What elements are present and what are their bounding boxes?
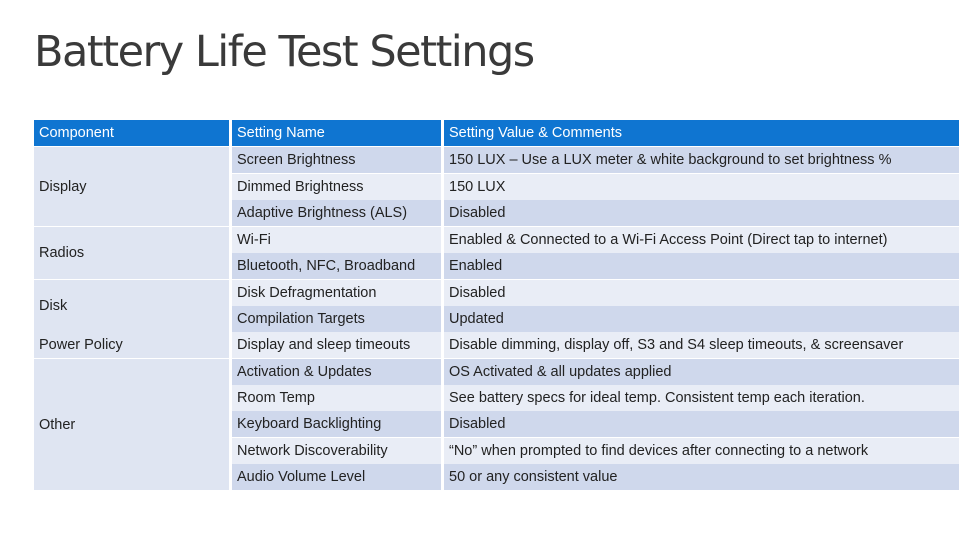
setting-value-cell: Enabled & Connected to a Wi-Fi Access Point (Direct tap to internet) (444, 227, 959, 253)
header-component: Component (34, 120, 229, 146)
component-other: Other (34, 359, 229, 490)
component-disk: Disk (34, 280, 229, 332)
setting-name-cell: Network Discoverability (232, 438, 441, 464)
setting-name-cell: Compilation Targets (232, 306, 441, 332)
setting-value-cell: 150 LUX (444, 174, 959, 200)
setting-name-cell: Disk Defragmentation (232, 280, 441, 306)
setting-value-cell: “No” when prompted to find devices after connecting to a network (444, 438, 959, 464)
component-power-policy: Power Policy (34, 332, 229, 358)
setting-value-cell: OS Activated & all updates applied (444, 359, 959, 385)
setting-name-cell: Adaptive Brightness (ALS) (232, 200, 441, 226)
setting-value-cell: 50 or any consistent value (444, 464, 959, 490)
setting-name-cell: Bluetooth, NFC, Broadband (232, 253, 441, 279)
page-title: Battery Life Test Settings (34, 27, 534, 77)
setting-value-cell: Disabled (444, 411, 959, 437)
setting-name-cell: Activation & Updates (232, 359, 441, 385)
setting-name-cell: Audio Volume Level (232, 464, 441, 490)
header-setting-value: Setting Value & Comments (444, 120, 959, 146)
setting-value-cell: Disabled (444, 280, 959, 306)
component-radios: Radios (34, 227, 229, 279)
header-setting-name: Setting Name (232, 120, 441, 146)
setting-value-cell: Enabled (444, 253, 959, 279)
setting-value-cell: Disable dimming, display off, S3 and S4 sleep timeouts, & screensaver (444, 332, 959, 358)
setting-name-cell: Display and sleep timeouts (232, 332, 441, 358)
setting-value-cell: Disabled (444, 200, 959, 226)
setting-value-cell: 150 LUX – Use a LUX meter & white background to set brightness % (444, 147, 959, 173)
setting-name-cell: Room Temp (232, 385, 441, 411)
setting-value-cell: See battery specs for ideal temp. Consistent temp each iteration. (444, 385, 959, 411)
setting-name-cell: Screen Brightness (232, 147, 441, 173)
component-display: Display (34, 147, 229, 226)
setting-name-cell: Dimmed Brightness (232, 174, 441, 200)
setting-name-cell: Keyboard Backlighting (232, 411, 441, 437)
setting-value-cell: Updated (444, 306, 959, 332)
setting-name-cell: Wi-Fi (232, 227, 441, 253)
